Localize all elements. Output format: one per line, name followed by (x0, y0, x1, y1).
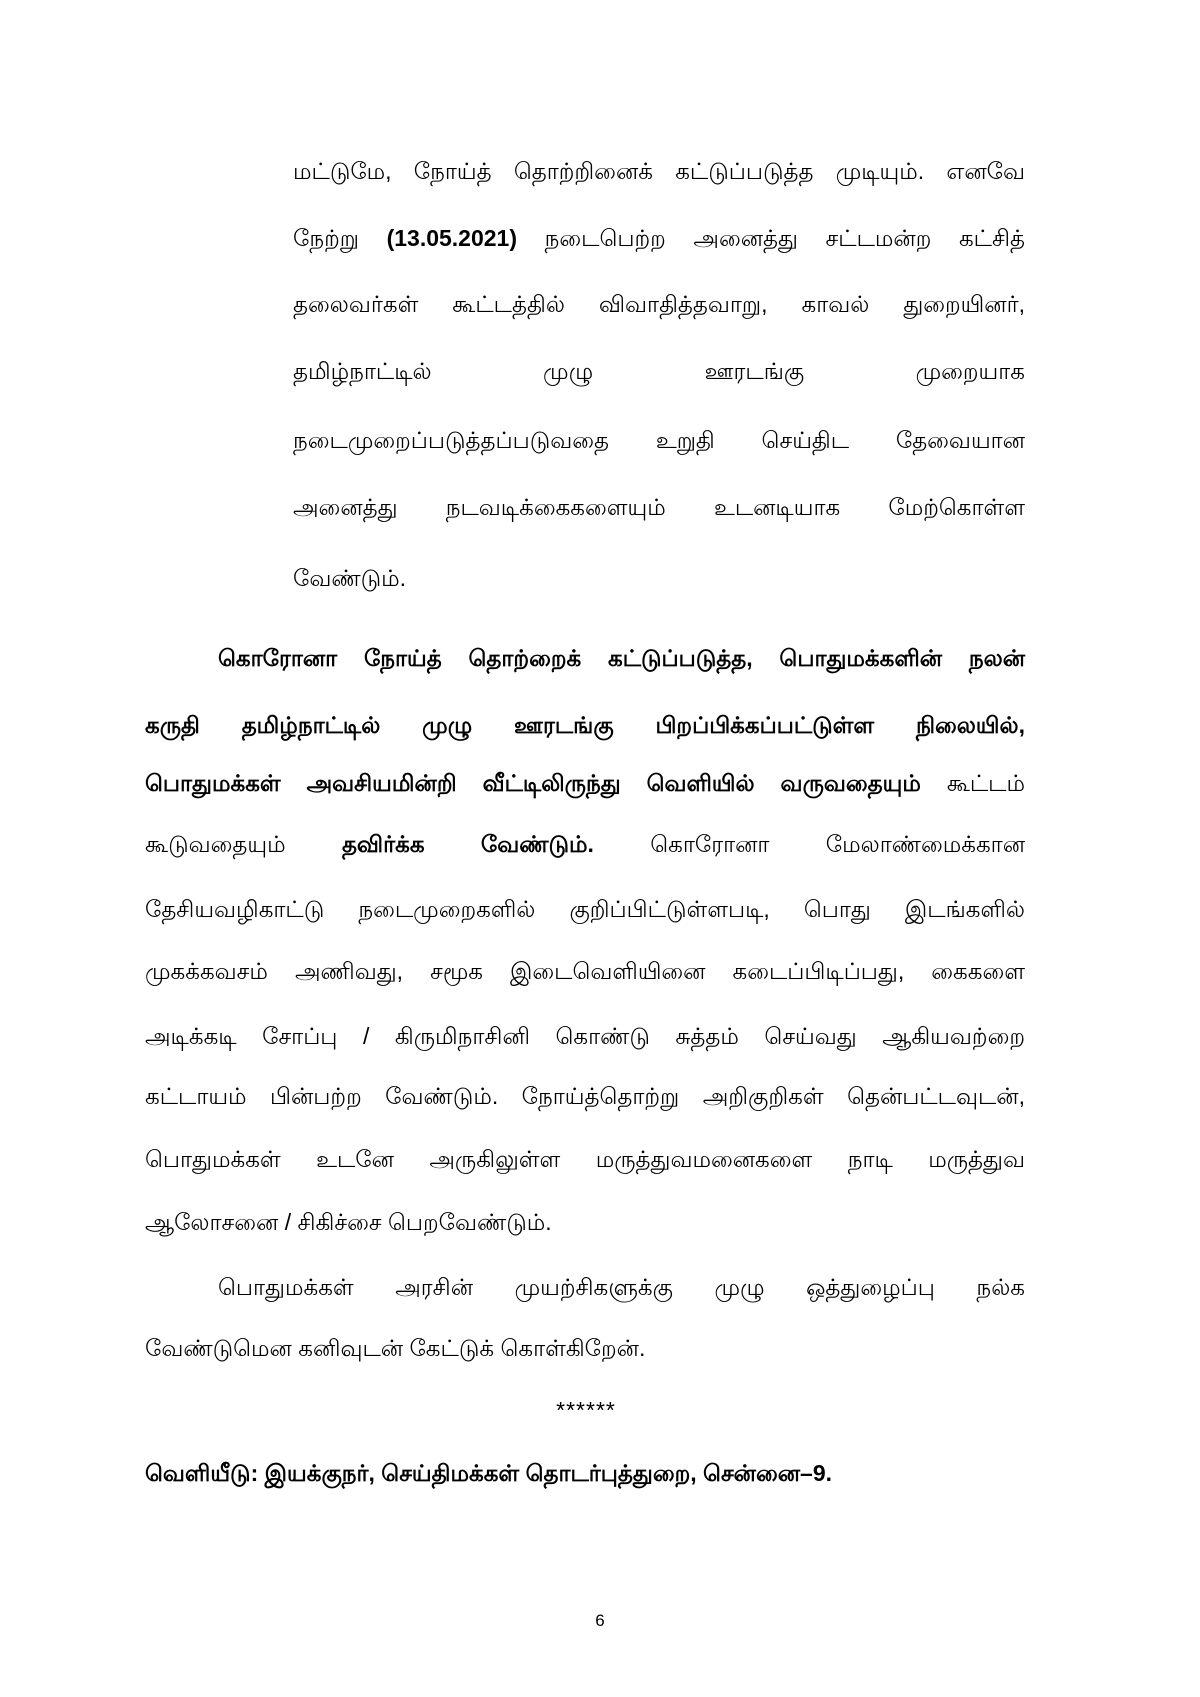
separator-stars: ****** (556, 1397, 616, 1423)
text-span: நேற்று (293, 225, 359, 251)
text-line: பொதுமக்கள் அரசின் முயற்சிகளுக்கு முழு ஒத்துழைப்பு நல்க (218, 1274, 1025, 1300)
text-line: நடைமுறைப்படுத்தப்படுவதை உறுதி செய்திட தேவையான (293, 427, 1025, 453)
text-line: தேசியவழிகாட்டு நடைமுறைகளில் குறிப்பிட்டுள்ளபடி, பொது இடங்களில் (145, 896, 1025, 922)
text-line-bold: கொரோனா நோய்த் தொற்றைக் கட்டுப்படுத்த, பொதுமக்களின் நலன் (218, 645, 1025, 671)
text-line (293, 223, 1025, 253)
text-line: அடிக்கடி சோப்பு / கிருமிநாசினி கொண்டு சுத்தம் செய்வது ஆகியவற்றை (145, 1023, 1025, 1049)
text-line-bold: கருதி தமிழ்நாட்டில் முழு ஊரடங்கு பிறப்பிக்கப்பட்டுள்ள நிலையில், (145, 712, 1025, 738)
text-span: கூட்டம் (946, 770, 1025, 796)
text-line (145, 768, 1025, 798)
text-span: நடைபெற்ற அனைத்து சட்டமன்ற கட்சித் (544, 225, 1025, 251)
bold-span: பொதுமக்கள் அவசியமின்றி வீட்டிலிருந்து வெளியில் வருவதையும் (145, 770, 921, 796)
text-line: மட்டுமே, நோய்த் தொற்றினைக் கட்டுப்படுத்த முடியும். எனவே (293, 158, 1025, 184)
text-line (145, 829, 1025, 859)
text-line: வேண்டுமென கனிவுடன் கேட்டுக் கொள்கிறேன். (145, 1335, 646, 1361)
text-line: தலைவர்கள் கூட்டத்தில் விவாதித்தவாறு, காவல் துறையினர், (293, 291, 1025, 317)
text-line: தமிழ்நாட்டில் முழு ஊரடங்கு முறையாக (293, 358, 1025, 384)
text-line: கட்டாயம் பின்பற்ற வேண்டும். நோய்த்தொற்று அறிகுறிகள் தென்பட்டவுடன், (145, 1083, 1025, 1109)
bold-span: தவிர்க்க வேண்டும். (341, 831, 594, 857)
release-line: வெளியீடு: இயக்குநர், செய்திமக்கள் தொடர்புத்துறை, சென்னை–9. (145, 1460, 833, 1486)
date-text: (13.05.2021) (386, 225, 518, 251)
text-span: கொரோனா மேலாண்மைக்கான (650, 831, 1025, 857)
page-number: 6 (595, 1611, 605, 1630)
text-line: வேண்டும். (293, 565, 407, 591)
text-line: அனைத்து நடவடிக்கைகளையும் உடனடியாக மேற்கொள்ள (293, 494, 1025, 520)
text-line: முகக்கவசம் அணிவது, சமூக இடைவெளியினை கடைப்பிடிப்பது, கைகளை (145, 958, 1025, 984)
text-line: பொதுமக்கள் உடனே அருகிலுள்ள மருத்துவமனைகளை நாடி மருத்துவ (145, 1146, 1025, 1172)
text-span: கூடுவதையும் (145, 831, 286, 857)
text-line: ஆலோசனை / சிகிச்சை பெறவேண்டும். (145, 1209, 552, 1235)
